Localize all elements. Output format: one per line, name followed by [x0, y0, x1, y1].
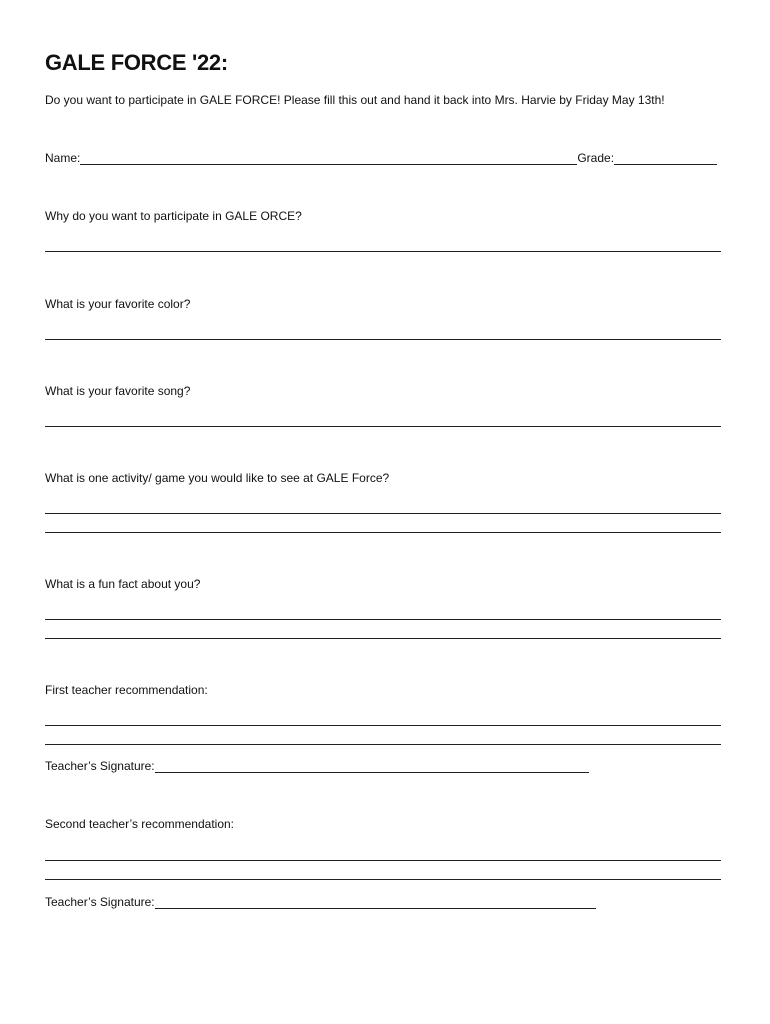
first-recommendation-line-2[interactable] — [45, 744, 721, 745]
first-recommendation-line-1[interactable] — [45, 725, 721, 726]
name-label: Name: — [45, 151, 81, 165]
name-grade-row — [45, 151, 717, 165]
form-title: GALE FORCE '22: — [45, 50, 228, 75]
second-signature-label: Teacher’s Signature: — [45, 895, 155, 909]
first-signature-label: Teacher’s Signature: — [45, 759, 155, 773]
grade-label: Grade: — [577, 151, 615, 165]
answer-activity-line-1[interactable] — [45, 513, 721, 514]
grade-field[interactable] — [614, 154, 717, 165]
first-signature-field[interactable] — [155, 762, 589, 773]
question-activity: What is one activity/ game you would like to see at GALE Force? — [45, 471, 390, 485]
question-color: What is your favorite color? — [45, 297, 191, 311]
name-field[interactable] — [80, 154, 577, 165]
second-recommendation-line-2[interactable] — [45, 879, 721, 880]
answer-song-line[interactable] — [45, 426, 721, 427]
intro-text: Do you want to participate in GALE FORCE! Please fill this out and hand it back into Mrs. Harvie by Friday May 13th! — [45, 93, 665, 107]
second-signature-field[interactable] — [155, 898, 596, 909]
question-fun-fact: What is a fun fact about you? — [45, 577, 201, 591]
question-why: Why do you want to participate in GALE ORCE? — [45, 209, 302, 223]
answer-fun-fact-line-1[interactable] — [45, 619, 721, 620]
first-signature-row — [45, 759, 589, 773]
second-signature-row — [45, 895, 596, 909]
second-recommendation-label: Second teacher’s recommendation: — [45, 817, 234, 831]
answer-activity-line-2[interactable] — [45, 532, 721, 533]
answer-color-line[interactable] — [45, 339, 721, 340]
question-song: What is your favorite song? — [45, 384, 191, 398]
second-recommendation-line-1[interactable] — [45, 860, 721, 861]
answer-why-line[interactable] — [45, 251, 721, 252]
answer-fun-fact-line-2[interactable] — [45, 638, 721, 639]
first-recommendation-label: First teacher recommendation: — [45, 683, 208, 697]
